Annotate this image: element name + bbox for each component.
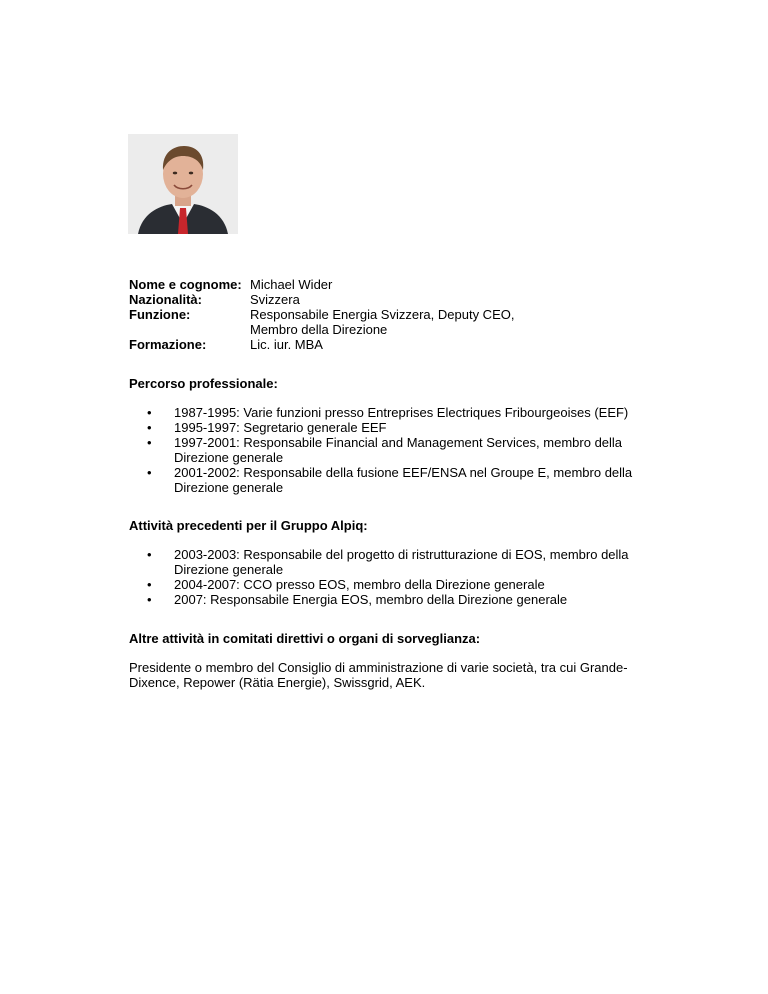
list-item: • 2001-2002: Responsabile della fusione EEF/ENSA nel Groupe E, membro della Direzione generale (129, 465, 639, 495)
career-list (129, 405, 639, 495)
function-value-line-2: Membro della Direzione (250, 322, 388, 337)
list-item: • 2003-2003: Responsabile del progetto di ristrutturazione di EOS, membro della Direzione generale (129, 547, 639, 577)
nationality-value: Svizzera (250, 292, 300, 307)
info-row-name (129, 277, 649, 292)
education-label: Formazione: (129, 337, 207, 352)
function-value-line-1: Responsabile Energia Svizzera, Deputy CEO, (250, 307, 515, 322)
personal-info (129, 277, 649, 352)
education-value: Lic. iur. MBA (250, 337, 323, 352)
info-row-education (129, 337, 649, 352)
name-value: Michael Wider (250, 277, 333, 292)
list-item: • 2004-2007: CCO presso EOS, membro della Direzione generale (129, 577, 639, 592)
career-title: Percorso professionale: (129, 376, 278, 391)
nationality-label: Nazionalità: (129, 292, 202, 307)
portrait-photo (128, 134, 238, 234)
list-item: • 1995-1997: Segretario generale EEF (129, 420, 639, 435)
function-value (250, 307, 649, 337)
list-item: • 2007: Responsabile Energia EOS, membro della Direzione generale (129, 592, 639, 607)
alpiq-title: Attività precedenti per il Gruppo Alpiq: (129, 518, 368, 533)
other-text: Presidente o membro del Consiglio di amministrazione di varie società, tra cui Grande-Dixence, Repower (Rätia Energie), Swissgrid, AEK. (129, 660, 628, 690)
info-row-nationality (129, 292, 649, 307)
list-item: • 1997-2001: Responsabile Financial and Management Services, membro della Direzione generale (129, 435, 639, 465)
list-item: • 1987-1995: Varie funzioni presso Entreprises Electriques Fribourgeoises (EEF) (129, 405, 639, 420)
portrait-illustration (128, 134, 238, 234)
alpiq-list (129, 547, 639, 607)
info-row-function (129, 307, 649, 337)
function-label: Funzione: (129, 307, 191, 322)
other-title: Altre attività in comitati direttivi o organi di sorveglianza: (129, 631, 481, 646)
name-label: Nome e cognome: (129, 277, 242, 292)
